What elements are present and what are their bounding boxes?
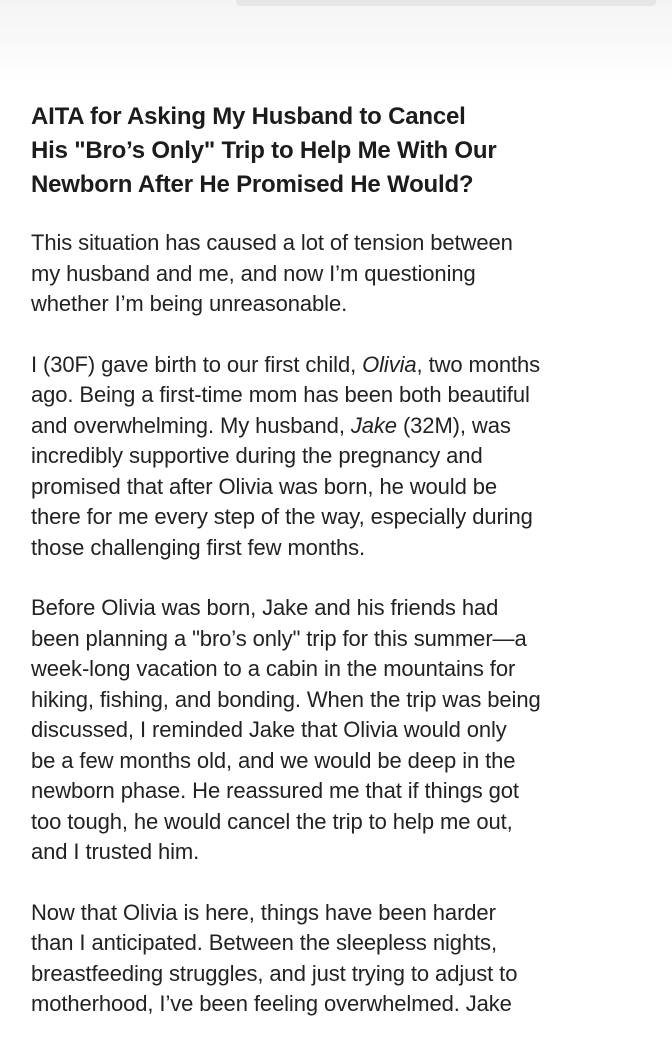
text-line: , two months: [416, 351, 541, 377]
text-line: motherhood, I’ve been feeling overwhelmed. Jake: [31, 991, 512, 1016]
text-line: than I anticipated. Between the sleepless nights,: [31, 930, 497, 955]
text-line: discussed, I reminded Jake that Olivia would only: [31, 717, 507, 742]
text-line: and overwhelming. My husband,: [31, 412, 351, 438]
paragraph-background: [31, 350, 651, 564]
text-line: there for me every step of the way, especially during: [31, 504, 533, 529]
text-line: be a few months old, and we would be deep in the: [31, 747, 516, 773]
text-line: This situation has caused a lot of tension between: [31, 230, 513, 255]
text-line: newborn phase. He reassured me that if things got: [31, 778, 519, 803]
text-line: and I trusted him.: [31, 839, 200, 864]
title-line: Newborn After He Promised He Would?: [31, 171, 474, 198]
title-line: AITA for Asking My Husband to Cancel: [31, 103, 466, 130]
header-bar: [236, 0, 656, 6]
text-line: incredibly supportive during the pregnancy and: [31, 443, 483, 468]
text-line: (32M), was: [396, 412, 511, 438]
text-line: my husband and me, and now I’m questioning: [31, 260, 476, 286]
text-line: whether I’m being unreasonable.: [31, 291, 348, 316]
name-olivia: Olivia: [362, 351, 417, 377]
article-body: [31, 100, 651, 1050]
text-line: Before Olivia was born, Jake and his friends had: [31, 595, 499, 620]
text-line: too tough, he would cancel the trip to help me out,: [31, 808, 513, 834]
paragraph-now: [31, 898, 651, 1020]
text-line: promised that after Olivia was born, he would be: [31, 473, 497, 499]
paragraph-intro: [31, 228, 651, 320]
paragraph-trip: [31, 593, 651, 868]
text-line: those challenging first few months.: [31, 534, 366, 560]
text-line: breastfeeding struggles, and just trying to adjust to: [31, 960, 518, 986]
top-fade-header: [0, 0, 672, 84]
title-line: His "Bro’s Only" Trip to Help Me With Our: [31, 137, 497, 164]
text-line: hiking, fishing, and bonding. When the trip was being: [31, 686, 541, 712]
text-line: ago. Being a first-time mom has been both beautiful: [31, 382, 530, 407]
name-jake: Jake: [350, 412, 397, 438]
text-line: I (30F) gave birth to our first child,: [31, 351, 363, 377]
text-line: week-long vacation to a cabin in the mountains for: [31, 656, 516, 681]
text-line: Now that Olivia is here, things have been harder: [31, 899, 496, 925]
article-title: [31, 100, 651, 202]
text-line: been planning a "bro’s only" trip for this summer—a: [31, 625, 527, 651]
